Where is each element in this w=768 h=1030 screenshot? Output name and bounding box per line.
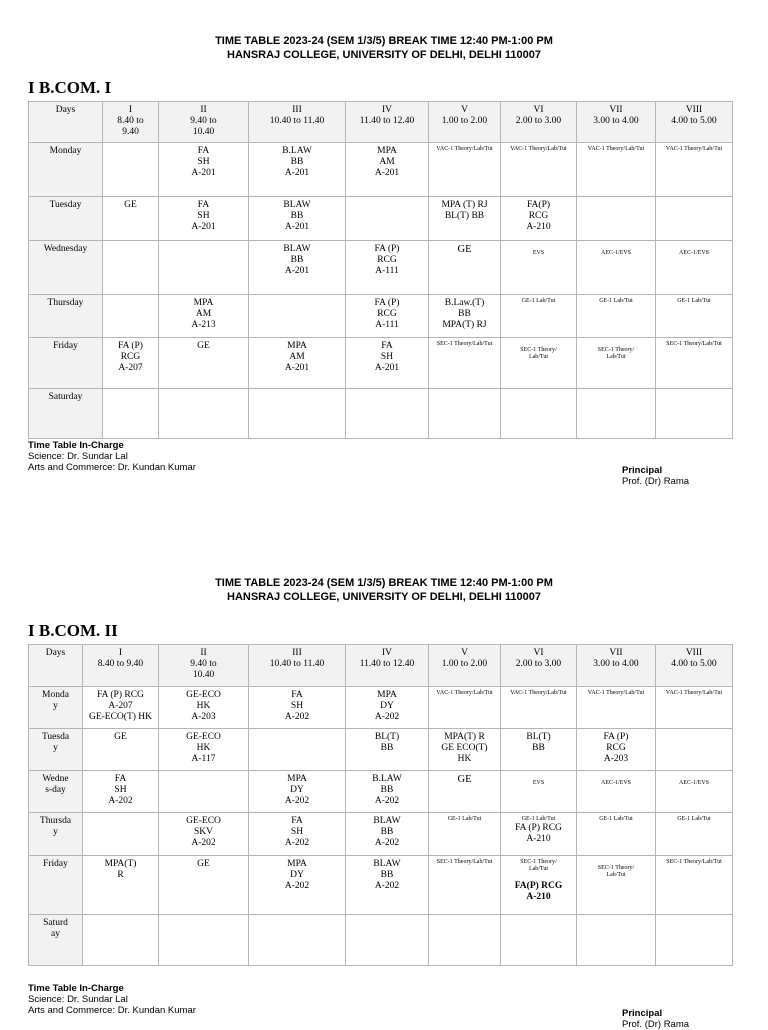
schedule-cell: VAC-1 Theory/Lab/Tut [577,143,656,197]
schedule-cell: MPA DY A-202 [249,771,346,813]
day-label: Tuesda y [29,729,83,771]
schedule-cell: B.LAW BB A-202 [346,771,429,813]
schedule-cell: SEC-1 Theory/Lab/Tut [429,856,501,915]
timetable-grid [28,644,733,966]
timetable-row-tuesday [29,729,733,771]
column-header-period-2: II 9.40 to 10.40 [159,645,249,687]
timetable-header-line1: TIME TABLE 2023-24 (SEM 1/3/5) BREAK TIME 12:40 PM-1:00 PM [215,35,553,47]
schedule-cell: GE [429,241,501,295]
principal-block [622,465,689,487]
schedule-cell [577,197,656,241]
column-header-period-4: IV 11.40 to 12.40 [346,645,429,687]
schedule-cell: FA SH A-202 [83,771,159,813]
principal-name: Prof. (Dr) Rama [622,1019,690,1030]
cell-note: SEC-1 Theory/ Lab/Tut [520,859,557,872]
schedule-cell: GE [83,729,159,771]
cell-class: FA (P) RCG A-210 [515,823,562,844]
column-header-period-2: II 9.40 to 10.40 [159,102,249,143]
column-header-period-7: VII 3.00 to 4.00 [577,645,656,687]
schedule-cell [346,389,429,439]
schedule-cell: AEC-1/EVS [656,771,733,813]
schedule-cell [656,915,733,966]
schedule-cell: BLAW BB A-202 [346,856,429,915]
schedule-cell [159,771,249,813]
schedule-cell: MPA(T) R [83,856,159,915]
schedule-cell: MPA AM A-213 [159,295,249,338]
day-label: Friday [29,856,83,915]
timetable-row-monday [29,687,733,729]
principal-block [622,1008,689,1030]
schedule-cell: MPA(T) R GE ECO(T) HK [429,729,501,771]
schedule-cell: AEC-1/EVS [656,241,733,295]
schedule-cell [656,729,733,771]
schedule-cell [159,241,249,295]
column-header-period-7: VII 3.00 to 4.00 [577,102,656,143]
schedule-cell: B.LAW BB A-201 [249,143,346,197]
schedule-cell: GE [159,338,249,389]
column-header-period-5: V 1.00 to 2.00 [429,102,501,143]
schedule-cell [429,915,501,966]
incharge-title: Time Table In-Charge [28,440,124,451]
college-header-line2: HANSRAJ COLLEGE, UNIVERSITY OF DELHI, DELHI 110007 [227,591,541,603]
schedule-cell [103,295,159,338]
schedule-cell: FA(P) RCG A-210 [501,197,577,241]
incharge-title: Time Table In-Charge [28,983,124,994]
schedule-cell [429,389,501,439]
schedule-cell: GE [159,856,249,915]
schedule-cell: VAC-1 Theory/Lab/Tut [429,143,501,197]
timetable-row-tuesday [29,197,733,241]
schedule-cell [83,813,159,856]
schedule-cell [501,856,577,915]
schedule-cell: GE-1 Lab/Tut [429,813,501,856]
day-label: Monda y [29,687,83,729]
day-label: Wednesday [29,241,103,295]
day-label: Tuesday [29,197,103,241]
schedule-cell: AEC-1/EVS [577,241,656,295]
incharge-science: Science: Dr. Sundar Lal [28,994,128,1005]
column-header-period-1: I 8.40 to 9.40 [83,645,159,687]
timetable-row-saturday [29,389,733,439]
incharge-arts: Arts and Commerce: Dr. Kundan Kumar [28,1005,196,1016]
incharge-science: Science: Dr. Sundar Lal [28,451,128,462]
timetable-row-saturday [29,915,733,966]
column-header-period-8: VIII 4.00 to 5.00 [656,645,733,687]
schedule-cell: EVS [501,241,577,295]
schedule-cell: GE-ECO HK A-203 [159,687,249,729]
incharge-arts: Arts and Commerce: Dr. Kundan Kumar [28,462,196,473]
column-header-period-6: VI 2.00 to 3.00 [501,645,577,687]
principal-title: Principal [622,1008,663,1019]
day-label: Saturday [29,389,103,439]
schedule-cell: SEC-1 Theory/Lab/Tut [656,856,733,915]
day-label: Monday [29,143,103,197]
column-header-period-6: VI 2.00 to 3.00 [501,102,577,143]
schedule-cell: VAC-1 Theory/Lab/Tut [501,687,577,729]
schedule-cell [577,389,656,439]
schedule-cell: MPA AM A-201 [346,143,429,197]
schedule-cell: B.Law.(T) BB MPA(T) RJ [429,295,501,338]
schedule-cell [346,197,429,241]
schedule-cell: VAC-1 Theory/Lab/Tut [429,687,501,729]
schedule-cell [103,389,159,439]
schedule-cell: SEC-1 Theory/ Lab/Tut [501,338,577,389]
class-title: I B.COM. I [28,78,112,97]
column-header-period-3: III 10.40 to 11.40 [249,102,346,143]
schedule-cell: BL(T) BB [501,729,577,771]
schedule-cell [103,143,159,197]
schedule-cell: SEC-1 Theory/Lab/Tut [656,338,733,389]
schedule-cell: GE [103,197,159,241]
timetable-row-friday [29,338,733,389]
timetable-row-thursday [29,813,733,856]
schedule-cell [249,295,346,338]
schedule-cell: FA (P) RCG A-203 [577,729,656,771]
incharge-block [28,440,196,473]
schedule-cell [501,813,577,856]
schedule-cell: GE [429,771,501,813]
column-header-period-5: V 1.00 to 2.00 [429,645,501,687]
schedule-cell: VAC-1 Theory/Lab/Tut [656,687,733,729]
schedule-cell: BLAW BB A-201 [249,241,346,295]
schedule-cell: AEC-1/EVS [577,771,656,813]
principal-name: Prof. (Dr) Rama [622,476,690,487]
principal-title: Principal [622,465,663,476]
schedule-cell: FA SH A-201 [159,197,249,241]
schedule-cell [656,389,733,439]
schedule-cell: VAC-1 Theory/Lab/Tut [656,143,733,197]
column-header-period-8: VIII 4.00 to 5.00 [656,102,733,143]
schedule-cell: VAC-1 Theory/Lab/Tut [577,687,656,729]
schedule-cell: FA (P) RCG A-207 GE-ECO(T) HK [83,687,159,729]
schedule-cell [159,915,249,966]
schedule-cell [249,915,346,966]
class-title: I B.COM. II [28,621,118,640]
column-header-period-1: I 8.40 to 9.40 [103,102,159,143]
schedule-cell: MPA (T) RJ BL(T) BB [429,197,501,241]
schedule-cell: GE-ECO HK A-117 [159,729,249,771]
schedule-cell: FA SH A-201 [346,338,429,389]
timetable-row-thursday [29,295,733,338]
day-label: Friday [29,338,103,389]
schedule-cell: FA SH A-201 [159,143,249,197]
schedule-cell [577,915,656,966]
schedule-cell [501,915,577,966]
schedule-cell: SEC-1 Theory/ Lab/Tut [577,338,656,389]
schedule-cell [159,389,249,439]
schedule-cell [83,915,159,966]
schedule-cell: GE-1 Lab/Tut [577,813,656,856]
schedule-cell: FA (P) RCG A-111 [346,241,429,295]
schedule-cell: GE-1 Lab/Tut [501,295,577,338]
schedule-cell: BL(T) BB [346,729,429,771]
schedule-cell [103,241,159,295]
day-label: Wedne s-day [29,771,83,813]
schedule-cell [346,915,429,966]
schedule-cell: SEC-1 Theory/Lab/Tut [429,338,501,389]
timetable-row-wednesday [29,241,733,295]
cell-note: GE-1 Lab/Tut [521,816,556,822]
schedule-cell: GE-1 Lab/Tut [656,813,733,856]
column-header-days: Days [29,645,83,687]
schedule-cell: MPA AM A-201 [249,338,346,389]
schedule-cell: BLAW BB A-202 [346,813,429,856]
schedule-cell: MPA DY A-202 [249,856,346,915]
schedule-cell [656,197,733,241]
schedule-cell: BLAW BB A-201 [249,197,346,241]
timetable-row-friday [29,856,733,915]
schedule-cell: FA SH A-202 [249,687,346,729]
incharge-block [28,983,196,1016]
schedule-cell: FA (P) RCG A-111 [346,295,429,338]
schedule-cell [501,389,577,439]
schedule-cell: VAC-1 Theory/Lab/Tut [501,143,577,197]
timetable-header-line1: TIME TABLE 2023-24 (SEM 1/3/5) BREAK TIME 12:40 PM-1:00 PM [215,577,553,589]
schedule-cell: GE-1 Lab/Tut [577,295,656,338]
schedule-cell [249,389,346,439]
day-label: Saturd ay [29,915,83,966]
timetable-grid [28,101,733,439]
schedule-cell: FA SH A-202 [249,813,346,856]
schedule-cell [249,729,346,771]
college-header-line2: HANSRAJ COLLEGE, UNIVERSITY OF DELHI, DELHI 110007 [227,49,541,61]
day-label: Thursda y [29,813,83,856]
cell-class: FA(P) RCG A-210 [514,881,563,902]
schedule-cell: GE-ECO SKV A-202 [159,813,249,856]
timetable-row-wednesday [29,771,733,813]
column-header-period-4: IV 11.40 to 12.40 [346,102,429,143]
schedule-cell: MPA DY A-202 [346,687,429,729]
schedule-cell: FA (P) RCG A-207 [103,338,159,389]
schedule-cell: EVS [501,771,577,813]
schedule-cell: GE-1 Lab/Tut [656,295,733,338]
schedule-cell: SEC-1 Theory/ Lab/Tut [577,856,656,915]
column-header-days: Days [29,102,103,143]
timetable-row-monday [29,143,733,197]
day-label: Thursday [29,295,103,338]
column-header-period-3: III 10.40 to 11.40 [249,645,346,687]
